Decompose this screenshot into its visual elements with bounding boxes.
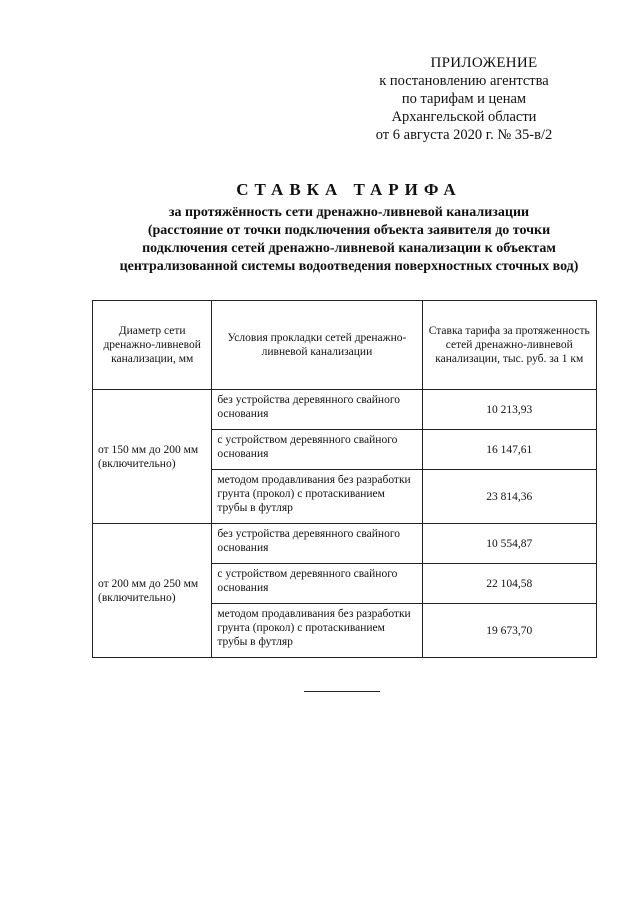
document-title: СТАВКА ТАРИФА xyxy=(236,180,462,199)
condition-cell: без устройства деревянного свайного основания xyxy=(212,524,422,564)
subtitle-line: централизованной системы водоотведения поверхностных сточных вод) xyxy=(119,259,579,274)
closing-divider xyxy=(304,691,380,692)
diameter-cell: от 150 мм до 200 мм (включительно) xyxy=(93,390,212,524)
subtitle-line: за протяжённость сети дренажно-ливневой канализации xyxy=(168,205,530,220)
rate-cell: 10 213,93 xyxy=(422,390,596,430)
condition-cell: методом продавливания без разработки грунта (прокол) с протаскиванием трубы в футляр xyxy=(212,470,422,524)
header-rate: Ставка тарифа за протяженность сетей дренажно-ливневой канализации, тыс. руб. за 1 км xyxy=(422,301,596,390)
table-header-row xyxy=(93,301,597,390)
appendix-line: от 6 августа 2020 г. № 35-в/2 xyxy=(375,127,553,143)
subtitle-line: подключения сетей дренажно-ливневой канализации к объектам xyxy=(142,241,556,256)
rate-cell: 19 673,70 xyxy=(422,604,596,658)
rate-cell: 22 104,58 xyxy=(422,564,596,604)
title-block xyxy=(100,180,598,276)
condition-cell: методом продавливания без разработки грунта (прокол) с протаскиванием трубы в футляр xyxy=(212,604,422,658)
appendix-block xyxy=(330,54,598,144)
rate-cell: 10 554,87 xyxy=(422,524,596,564)
appendix-line: по тарифам и ценам xyxy=(401,91,527,107)
diameter-cell: от 200 мм до 250 мм (включительно) xyxy=(93,524,212,658)
rate-cell: 16 147,61 xyxy=(422,430,596,470)
appendix-heading: ПРИЛОЖЕНИЕ xyxy=(430,55,538,71)
tariff-table xyxy=(92,300,597,658)
appendix-line: Архангельской области xyxy=(391,109,537,125)
subtitle-line: (расстояние от точки подключения объекта заявителя до точки xyxy=(147,223,551,238)
condition-cell: без устройства деревянного свайного основания xyxy=(212,390,422,430)
table-row xyxy=(93,524,597,564)
header-conditions: Условия прокладки сетей дренажно-ливневой канализации xyxy=(212,301,422,390)
appendix-line: к постановлению агентства xyxy=(379,73,549,89)
condition-cell: с устройством деревянного свайного основания xyxy=(212,430,422,470)
rate-cell: 23 814,36 xyxy=(422,470,596,524)
condition-cell: с устройством деревянного свайного основания xyxy=(212,564,422,604)
header-diameter: Диаметр сети дренажно-ливневой канализации, мм xyxy=(93,301,212,390)
table-row xyxy=(93,390,597,430)
